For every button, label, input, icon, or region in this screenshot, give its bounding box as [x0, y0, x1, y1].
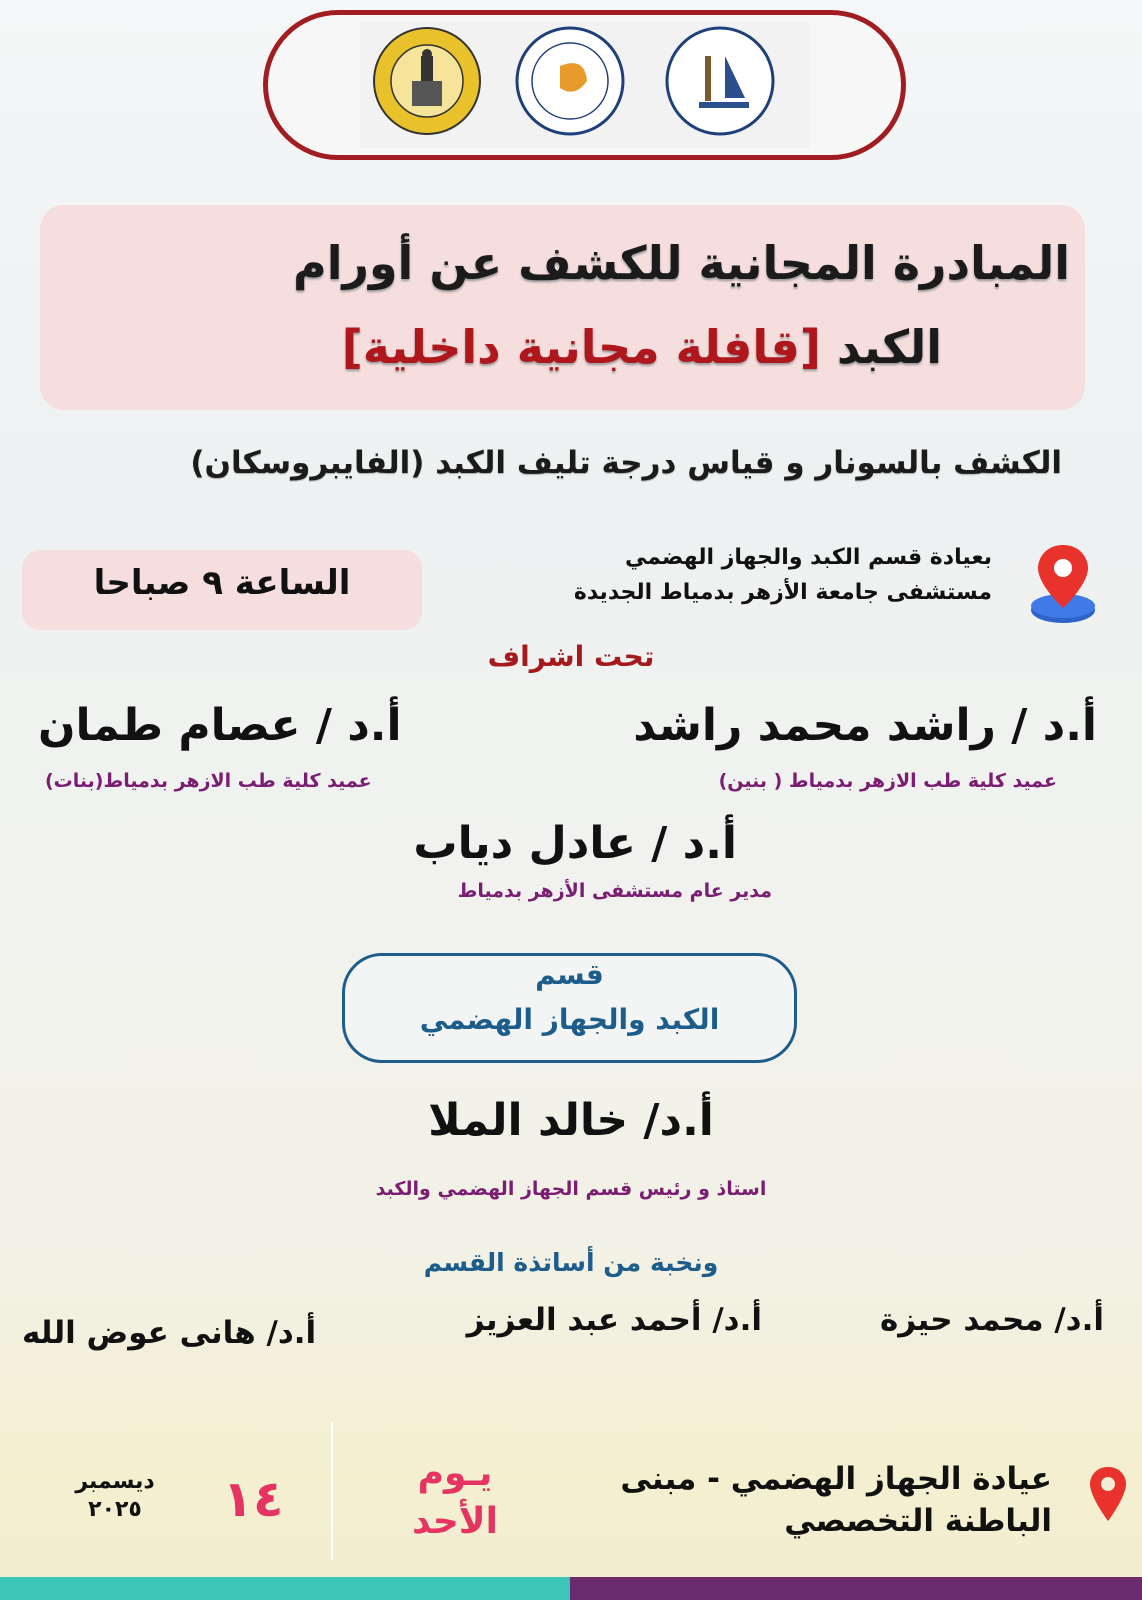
professor-name: أ.د/ أحمد عبد العزيز [466, 1302, 762, 1338]
department-label: قسم [535, 958, 604, 991]
supervision-label: تحت اشراف [487, 640, 655, 673]
day-line-2: الأحد [412, 1501, 498, 1542]
venue-line-2: الباطنة التخصصي [784, 1503, 1052, 1539]
footer-divider [331, 1422, 333, 1560]
day-label [370, 1450, 540, 1546]
department-name: الكبد والجهاز الهضمي [419, 1003, 720, 1036]
footer-stripe-teal [0, 1577, 570, 1600]
supervisor-name: أ.د / راشد محمد راشد [633, 700, 1097, 751]
footer-stripe-purple [570, 1577, 1142, 1600]
date-number: ١٤ [222, 1470, 284, 1528]
month-year [40, 1468, 190, 1524]
month-label: ديسمبر [75, 1469, 155, 1494]
title-line-1: المبادرة المجانية للكشف عن أورام [292, 236, 1070, 290]
supervisor-role: مدير عام مستشفى الأزهر بدمياط [457, 880, 772, 902]
year-label: ٢٠٢٥ [88, 1497, 142, 1522]
title-line-2-main: الكبد [836, 320, 942, 374]
supervisor-name: أ.د / عادل دياب [413, 818, 737, 869]
location-line-2: مستشفى جامعة الأزهر بدمياط الجديدة [573, 580, 992, 605]
al-azhar-university-logo [372, 26, 482, 136]
title-line-2 [342, 320, 942, 374]
supervisor-name: أ.د / عصام طمان [38, 700, 402, 751]
elite-label: ونخبة من أساتذة القسم [423, 1248, 719, 1277]
hepatogastroenterology-department-logo [515, 26, 625, 136]
faculty-of-medicine-damietta-logo [665, 26, 775, 136]
professor-name: أ.د/ محمد حيزة [879, 1302, 1104, 1338]
professor-name: أ.د/ هانى عوض الله [22, 1315, 317, 1351]
venue-text [620, 1458, 1052, 1542]
venue-line-1: عيادة الجهاز الهضمي - مبنى [620, 1461, 1052, 1497]
location-line-1: بعيادة قسم الكبد والجهاز الهضمي [625, 545, 992, 570]
supervisor-role: عميد كلية طب الازهر بدمياط(بنات) [45, 770, 372, 792]
department-head-role: استاذ و رئيس قسم الجهاز الهضمي والكبد [375, 1178, 767, 1200]
title-highlight: [قافلة مجانية داخلية] [341, 320, 821, 374]
day-line-1: يـوم [417, 1453, 493, 1494]
subtitle: الكشف بالسونار و قياس درجة تليف الكبد (الفايبروسكان) [190, 445, 1062, 481]
supervisor-role: عميد كلية طب الازهر بدمياط ( بنين) [718, 770, 1057, 792]
department-head-name: أ.د/ خالد الملا [428, 1095, 714, 1146]
time-text: الساعة ٩ صباحا [93, 563, 351, 603]
location-pin-icon [1028, 540, 1098, 630]
location-pin-icon [1088, 1465, 1128, 1525]
